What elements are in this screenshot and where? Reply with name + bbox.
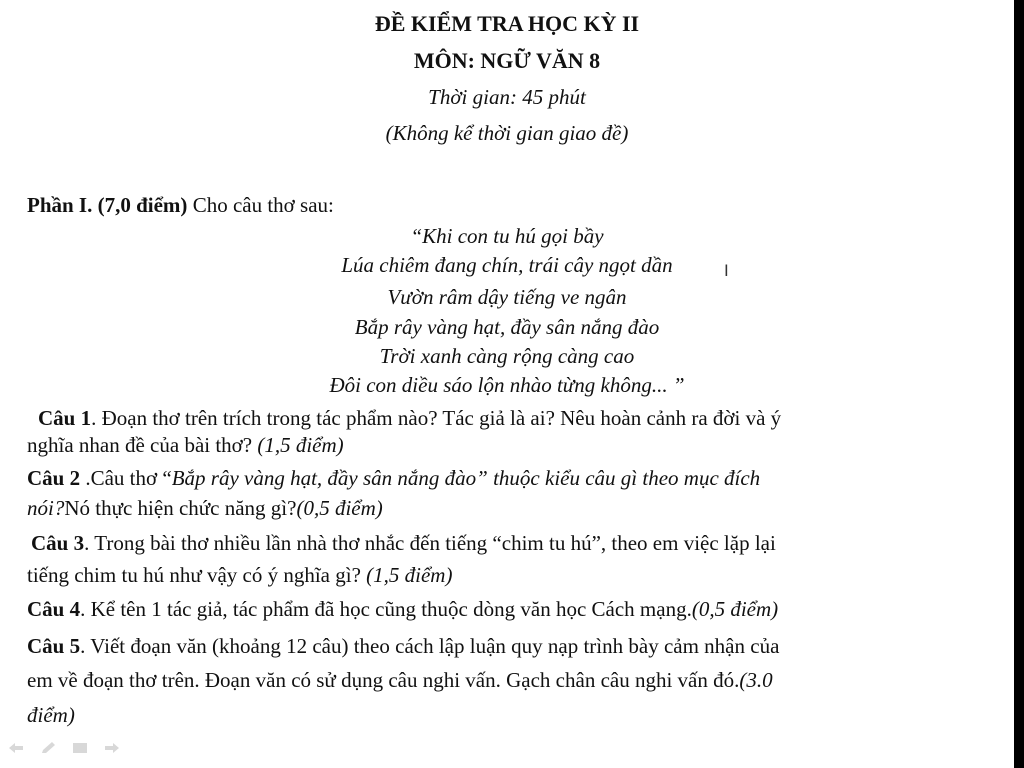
slide-nav-controls bbox=[6, 738, 122, 758]
question-5-text: . Viết đoạn văn (khoảng 12 câu) theo cách lập luận quy nạp trình bày cảm nhận của bbox=[80, 634, 780, 658]
question-5-line-3: điểm) bbox=[27, 703, 75, 727]
question-2-italic-2: nói? bbox=[27, 496, 65, 520]
pen-icon[interactable] bbox=[38, 740, 58, 756]
question-2-text: .Câu thơ “ bbox=[80, 466, 172, 490]
question-4-label: Câu 4 bbox=[27, 597, 81, 621]
poem-line-3: Vườn râm dậy tiếng ve ngân bbox=[387, 285, 627, 309]
question-5-text-2: em về đoạn thơ trên. Đoạn văn có sử dụng câu nghi vấn. Gạch chân câu nghi vấn đó. bbox=[27, 668, 740, 692]
exam-time: Thời gian: 45 phút bbox=[428, 85, 586, 109]
question-2-line-2 bbox=[27, 496, 383, 520]
poem-line-5: Trời xanh càng rộng càng cao bbox=[379, 344, 635, 368]
part1-label: Phần I. (7,0 điểm) bbox=[27, 193, 188, 217]
question-2-quote: Bắp rây vàng hạt, đầy sân nắng đào” thuộc kiểu câu gì theo mục đích bbox=[171, 466, 761, 490]
question-2-label: Câu 2 bbox=[27, 466, 81, 490]
question-5-score: (3.0 bbox=[739, 668, 773, 692]
question-1-label: Câu 1 bbox=[38, 406, 92, 430]
poem-line-4: Bắp rây vàng hạt, đầy sân nắng đào bbox=[354, 315, 660, 339]
question-3-label: Câu 3 bbox=[31, 531, 85, 555]
question-2-score: (0,5 điểm) bbox=[296, 496, 383, 520]
part1-intro: Cho câu thơ sau: bbox=[187, 193, 334, 217]
question-2-text-2: Nó thực hiện chức năng gì? bbox=[64, 496, 297, 520]
question-5-label: Câu 5 bbox=[27, 634, 81, 658]
question-2-line-1 bbox=[27, 466, 760, 490]
exam-title: ĐỀ KIỂM TRA HỌC KỲ II bbox=[374, 11, 640, 36]
question-3-line-2 bbox=[27, 563, 452, 587]
question-5-line-2 bbox=[27, 668, 773, 692]
exam-note: (Không kể thời gian giao đề) bbox=[385, 121, 629, 145]
question-1-line-2 bbox=[27, 433, 344, 457]
arrow-forward-icon[interactable] bbox=[102, 740, 122, 756]
question-1-text-2: nghĩa nhan đề của bài thơ? bbox=[27, 433, 258, 457]
question-3-text-2: tiếng chim tu hú như vậy có ý nghĩa gì? bbox=[27, 563, 367, 587]
poem-line-1: “Khi con tu hú gọi bầy bbox=[410, 224, 604, 248]
arrow-back-icon[interactable] bbox=[6, 740, 26, 756]
poem-line-6: Đôi con diều sáo lộn nhào từng không... ” bbox=[329, 373, 685, 397]
question-3-line-1 bbox=[31, 531, 776, 555]
question-5-line-1 bbox=[27, 634, 779, 658]
part1-heading bbox=[27, 193, 334, 217]
exam-subject: MÔN: NGỮ VĂN 8 bbox=[413, 48, 601, 73]
text-cursor-icon: I bbox=[724, 261, 729, 280]
question-4-line bbox=[27, 597, 778, 621]
question-1-score: (1,5 điểm) bbox=[257, 433, 344, 457]
right-edge-bar bbox=[1014, 0, 1024, 768]
question-1-line-1 bbox=[38, 406, 781, 430]
poem-line-2: Lúa chiêm đang chín, trái cây ngọt dần bbox=[341, 253, 673, 277]
question-3-text: . Trong bài thơ nhiều lần nhà thơ nhắc đến tiếng “chim tu hú”, theo em việc lặp lại bbox=[84, 531, 776, 555]
slides-menu-icon[interactable] bbox=[70, 740, 90, 756]
question-4-score: (0,5 điểm) bbox=[691, 597, 779, 621]
question-3-score: (1,5 điểm) bbox=[366, 563, 453, 587]
question-4-text: . Kể tên 1 tác giả, tác phẩm đã học cũng thuộc dòng văn học Cách mạng. bbox=[80, 597, 692, 621]
question-1-text: . Đoạn thơ trên trích trong tác phẩm nào? Tác giả là ai? Nêu hoàn cảnh ra đời và ý bbox=[91, 406, 782, 430]
